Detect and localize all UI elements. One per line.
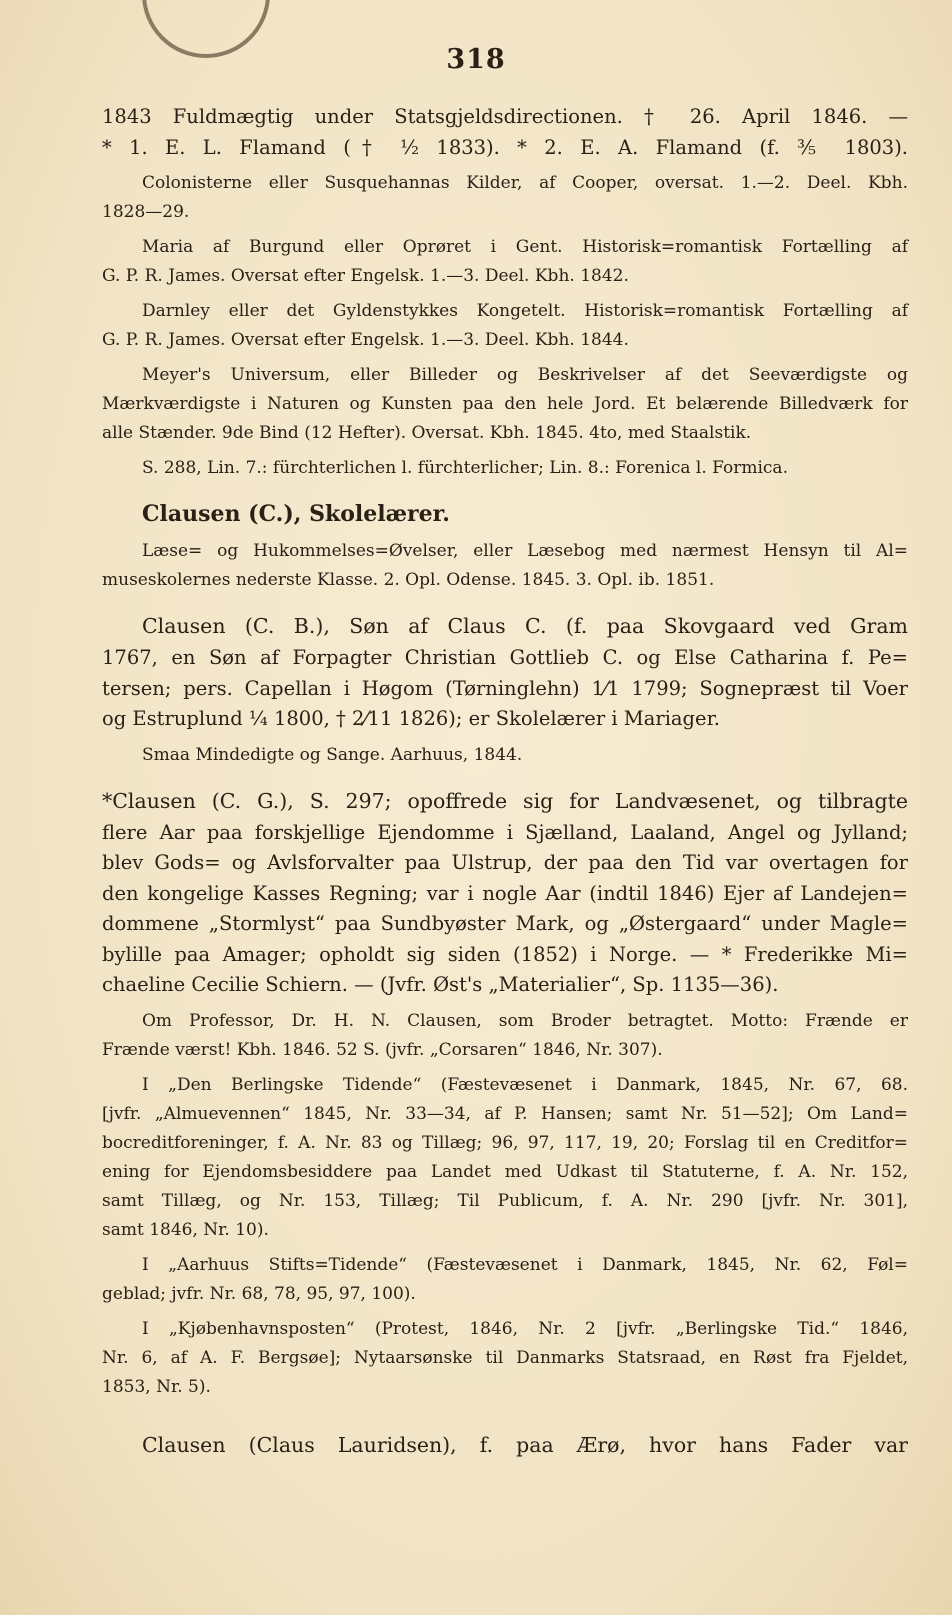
text-line: Meyer's Universum, eller Billeder og Beskrivelser af det Seeværdigste og [142,365,908,385]
text-line: S. 288, Lin. 7.: fürchterlichen l. fürchterlicher; Lin. 8.: Forenica l. Formica. [142,458,788,478]
entry-heading: Clausen (C.), Skolelærer. [142,501,450,527]
text-line: 1767, en Søn af Forpagter Christian Gottlieb C. og Else Catharina f. Pe= [102,646,908,669]
text-line: chaeline Cecilie Schiern. — (Jvfr. Øst's „Materialier“, Sp. 1135—36). [102,973,779,996]
entry-heading: *Clausen (C. G.), S. 297; opoffrede sig for Landvæsenet, og tilbragte [102,788,908,813]
text-line: dommene „Stormlyst“ paa Sundbyøster Mark, og „Østergaard“ under Magle= [102,912,908,935]
text-line: Frænde værst! Kbh. 1846. 52 S. (jvfr. „Corsaren“ 1846, Nr. 307). [102,1039,663,1060]
text-line: bylille paa Amager; opholdt sig siden (1852) i Norge. — * Frederikke Mi= [102,942,908,966]
page-text [102,102,908,1462]
text-line: * 1. E. L. Flamand († ½ 1833). * 2. E. A. Flamand (f. ⅗ 1803). [102,135,908,159]
text-line: bocreditforeninger, f. A. Nr. 83 og Tillæg; 96, 97, 117, 19, 20; Forslag til en Creditfor= [102,1132,908,1153]
text-line: Colonisterne eller Susquehannas Kilder, af Cooper, oversat. 1.—2. Deel. Kbh. [142,173,908,193]
text-line: ening for Ejendomsbesiddere paa Landet med Udkast til Statuterne, f. A. Nr. 152, [102,1161,908,1182]
text-line: Læse= og Hukommelses=Øvelser, eller Læsebog med nærmest Hensyn til Al= [142,541,908,561]
text-line: og Estruplund ¼ 1800, † 2⁄11 1826); er Skolelærer i Mariager. [102,707,720,730]
entry-heading: Clausen (C. B.), Søn af Claus C. (f. paa Skovgaard ved Gram [142,614,908,638]
text-line: samt 1846, Nr. 10). [102,1219,269,1240]
text-line: tersen; pers. Capellan i Høgom (Tørninglehn) 1⁄1 1799; Sognepræst til Voer [102,676,908,700]
text-line: G. P. R. James. Oversat efter Engelsk. 1.—3. Deel. Kbh. 1842. [102,266,629,286]
text-line: alle Stænder. 9de Bind (12 Hefter). Oversat. Kbh. 1845. 4to, med Staalstik. [102,423,752,443]
text-line: Mærkværdigste i Naturen og Kunsten paa den hele Jord. Et belærende Billedværk for [102,394,908,414]
text-line: 1843 Fuldmægtig under Statsgjeldsdirectionen. † 26. April 1846. — [102,105,908,128]
entry-heading: Clausen (Claus Lauridsen), f. paa Ærø, hvor hans Fader var [142,1432,908,1457]
text-line: flere Aar paa forskjellige Ejendomme i Sjælland, Laaland, Angel og Jylland; [102,820,908,844]
text-line: 1828—29. [102,202,190,222]
text-line: 1853, Nr. 5). [102,1376,211,1397]
text-line: blev Gods= og Avlsforvalter paa Ulstrup, der paa den Tid var overtagen for [102,851,908,874]
page-number: 318 [446,44,506,75]
text-line: Om Professor, Dr. H. N. Clausen, som Broder betragtet. Motto: Frænde er [142,1010,908,1031]
text-line: Darnley eller det Gyldenstykkes Kongetelt. Historisk=romantisk Fortælling af [142,301,908,321]
text-line: den kongelige Kasses Regning; var i nogle Aar (indtil 1846) Ejer af Landejen= [102,881,908,905]
text-line: geblad; jvfr. Nr. 68, 78, 95, 97, 100). [102,1283,416,1304]
text-line: I „Den Berlingske Tidende“ (Fæstevæsenet i Danmark, 1845, Nr. 67, 68. [142,1074,908,1095]
text-line: samt Tillæg, og Nr. 153, Tillæg; Til Publicum, f. A. Nr. 290 [jvfr. Nr. 301], [102,1190,908,1211]
text-line: I „Aarhuus Stifts=Tidende“ (Fæstevæsenet i Danmark, 1845, Nr. 62, Føl= [142,1254,908,1275]
text-line: Maria af Burgund eller Oprøret i Gent. Historisk=romantisk Fortælling af [142,237,908,257]
text-line: Smaa Mindedigte og Sange. Aarhuus, 1844. [142,744,523,765]
text-line: G. P. R. James. Oversat efter Engelsk. 1.—3. Deel. Kbh. 1844. [102,330,629,350]
text-line: Nr. 6, af A. F. Bergsøe]; Nytaarsønske til Danmarks Statsraad, en Røst fra Fjeldet, [102,1347,908,1368]
text-line: [jvfr. „Almuevennen“ 1845, Nr. 33—34, af P. Hansen; samt Nr. 51—52]; Om Land= [102,1103,908,1124]
text-line: museskolernes nederste Klasse. 2. Opl. Odense. 1845. 3. Opl. ib. 1851. [102,570,715,590]
text-line: I „Kjøbenhavnsposten“ (Protest, 1846, Nr. 2 [jvfr. „Berlingske Tid.“ 1846, [142,1318,908,1339]
